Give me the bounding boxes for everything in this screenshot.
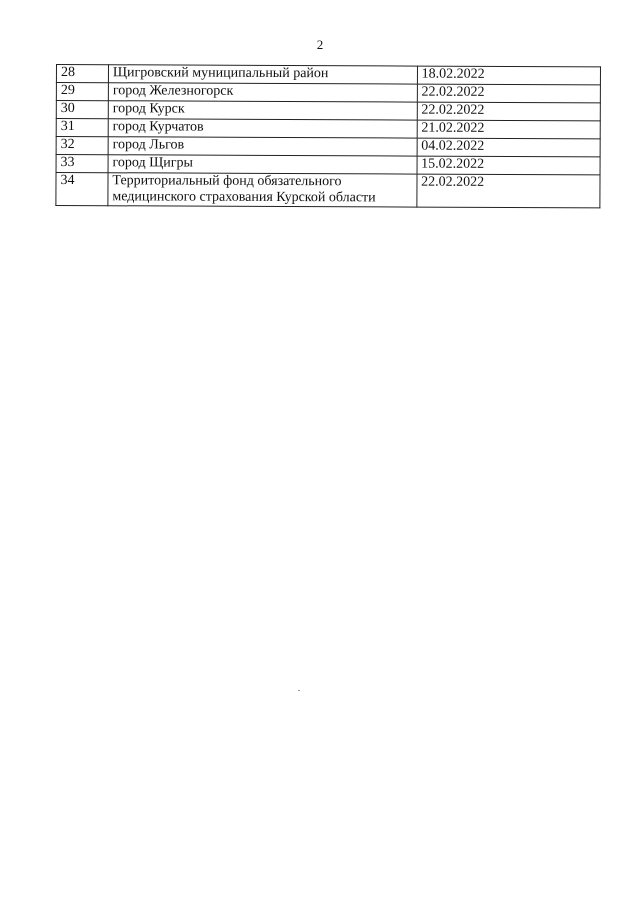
row-number: 34 xyxy=(56,173,108,206)
scan-speck xyxy=(298,690,300,691)
row-name: Щигровский муниципальный район xyxy=(108,65,417,84)
table-row xyxy=(56,83,600,103)
row-date: 22.02.2022 xyxy=(417,174,601,208)
table-row xyxy=(56,65,600,85)
row-date: 04.02.2022 xyxy=(417,138,600,157)
page-number: 2 xyxy=(316,37,324,52)
row-name: город Курск xyxy=(108,101,417,120)
regions-table-container xyxy=(55,64,601,208)
row-name: город Щигры xyxy=(108,155,417,174)
row-name-line-1: Территориальный фонд обязательного xyxy=(112,173,342,190)
row-number: 32 xyxy=(56,137,108,155)
row-name: город Железногорск xyxy=(108,83,417,102)
row-date: 18.02.2022 xyxy=(417,66,600,85)
table-row xyxy=(56,119,600,139)
table-row xyxy=(56,173,600,208)
row-number: 33 xyxy=(56,155,108,173)
row-name: город Льгов xyxy=(108,137,417,156)
row-name: город Курчатов xyxy=(108,119,417,138)
row-date: 15.02.2022 xyxy=(417,156,600,175)
row-date: 22.02.2022 xyxy=(417,84,600,103)
row-name-line-2: медицинского страхования Курской области xyxy=(112,189,376,206)
row-number: 31 xyxy=(56,119,108,137)
table-row xyxy=(56,155,600,175)
row-date: 21.02.2022 xyxy=(417,120,600,139)
row-number: 30 xyxy=(56,101,108,119)
row-name xyxy=(108,173,417,207)
table-row xyxy=(56,137,600,157)
row-date: 22.02.2022 xyxy=(417,102,600,121)
table-row xyxy=(56,101,600,121)
row-number: 28 xyxy=(56,65,108,83)
row-number: 29 xyxy=(56,83,108,101)
regions-table xyxy=(55,64,601,208)
